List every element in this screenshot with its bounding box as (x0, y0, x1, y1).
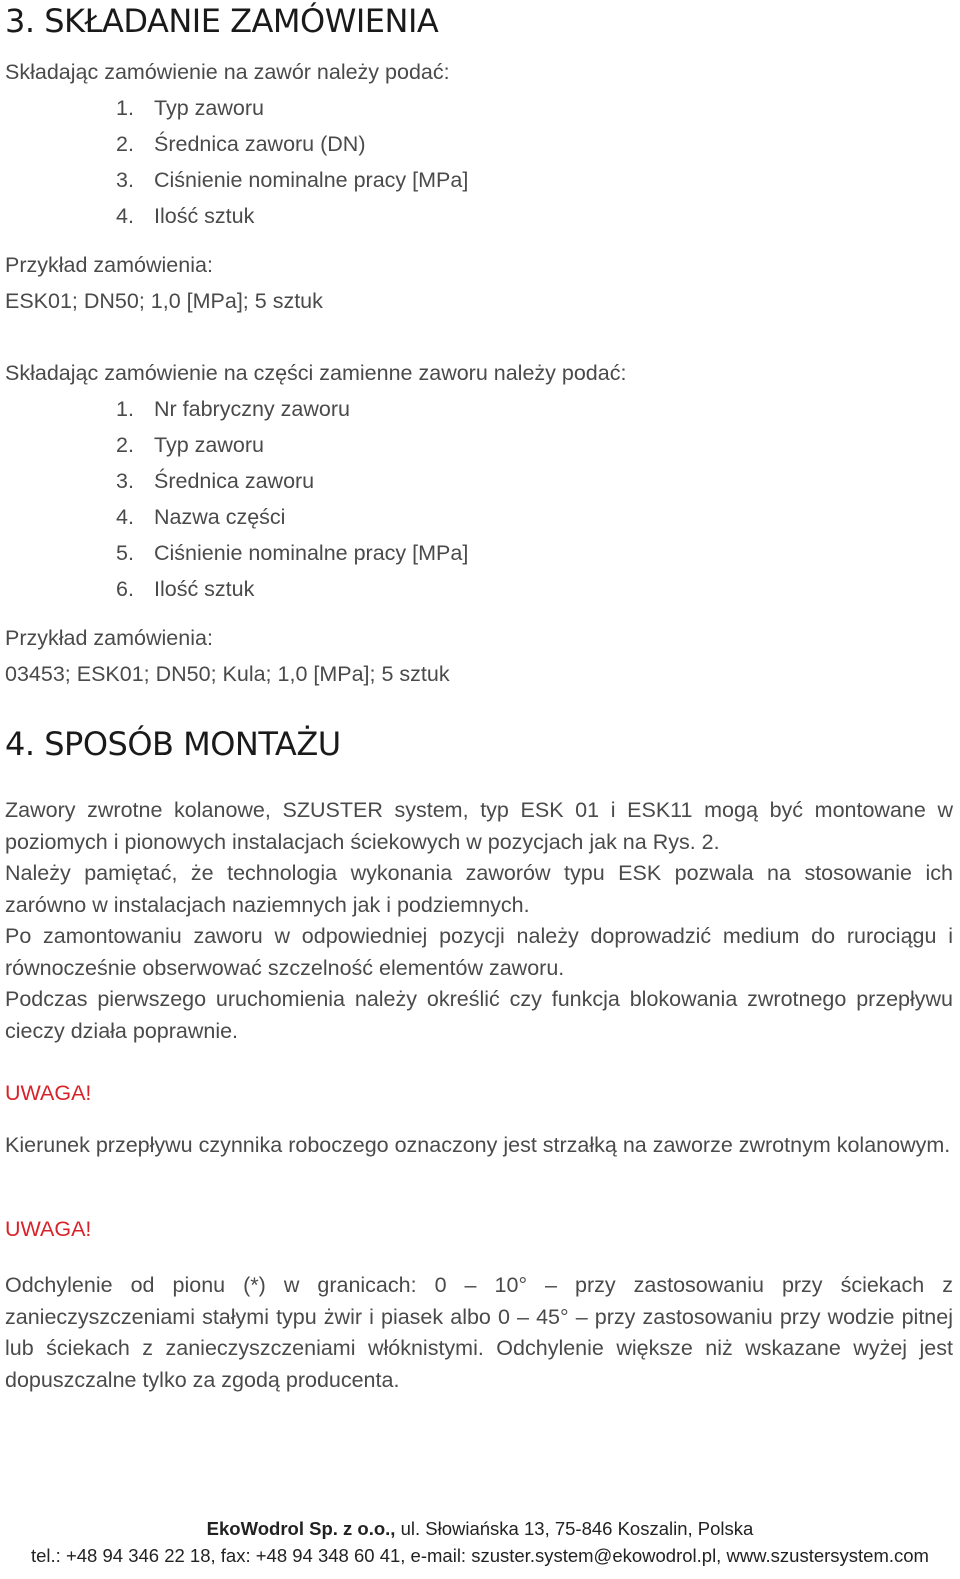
parts-item: 4. Nazwa części (116, 505, 286, 529)
valve-item: 2. Średnica zaworu (DN) (116, 132, 366, 156)
mounting-paragraph-2: Należy pamiętać, że technologia wykonania zaworów typu ESK pozwala na stosowanie ich zarówno w instalacjach naziemnych jak i podziemnych. (5, 861, 953, 917)
parts-item: 6. Ilość sztuk (116, 577, 255, 601)
parts-example: 03453; ESK01; DN50; Kula; 1,0 [MPa]; 5 sztuk (5, 662, 450, 686)
section-3-title: 3. SKŁADANIE ZAMÓWIENIA (5, 2, 439, 40)
footer-street: ul. Słowiańska 13, 75-846 Koszalin, Polska (395, 1518, 754, 1539)
warning-label-1: UWAGA! (5, 1081, 92, 1105)
warning-label-2: UWAGA! (5, 1217, 92, 1241)
mounting-paragraph-3: Po zamontowaniu zaworu w odpowiedniej pozycji należy doprowadzić medium do rurociągu i równocześnie obserwować szczelność elementów zaworu. (5, 924, 953, 980)
valve-item: 3. Ciśnienie nominalne pracy [MPa] (116, 168, 469, 192)
valve-example: ESK01; DN50; 1,0 [MPa]; 5 sztuk (5, 289, 323, 313)
mounting-paragraph-1: Zawory zwrotne kolanowe, SZUSTER system, typ ESK 01 i ESK11 mogą być montowane w poziomych i pionowych instalacjach ściekowych w pozycjach jak na Rys. 2. (5, 798, 953, 854)
warning-text-1: Kierunek przepływu czynnika roboczego oznaczony jest strzałką na zaworze zwrotnym kolanowym. (5, 1133, 951, 1157)
mounting-paragraph-4: Podczas pierwszego uruchomienia należy określić czy funkcja blokowania zwrotnego przepływu cieczy działa poprawnie. (5, 987, 953, 1043)
footer-company: EkoWodrol Sp. z o.o., (206, 1518, 396, 1539)
footer-contact: tel.: +48 94 346 22 18, fax: +48 94 348 60 41, e-mail: szuster.system@ekowodrol.pl, www.szustersystem.com (31, 1545, 929, 1566)
valve-item: 4. Ilość sztuk (116, 204, 255, 228)
valve-item: 1. Typ zaworu (116, 96, 264, 120)
parts-order-intro: Składając zamówienie na części zamienne zaworu należy podać: (5, 361, 627, 385)
footer-address (0, 1518, 960, 1540)
parts-item: 5. Ciśnienie nominalne pracy [MPa] (116, 541, 469, 565)
parts-item: 1. Nr fabryczny zaworu (116, 397, 350, 421)
parts-example-label: Przykład zamówienia: (5, 626, 213, 650)
parts-item: 3. Średnica zaworu (116, 469, 315, 493)
valve-example-label: Przykład zamówienia: (5, 253, 213, 277)
parts-item: 2. Typ zaworu (116, 433, 264, 457)
valve-order-intro: Składając zamówienie na zawór należy podać: (5, 60, 450, 84)
warning-text-2: Odchylenie od pionu (*) w granicach: 0 – 10° – przy zastosowaniu przy ściekach z zanieczyszczeniami stałymi typu żwir i piasek albo 0 – 45° – przy zastosowaniu przy wodzie pitnej lub ściekach z zanieczyszczeniami włóknistymi. Odchylenie większe niż wskazane wyżej jest dopuszczalne tylko za zgodą producenta. (5, 1273, 953, 1392)
section-4-title: 4. SPOSÓB MONTAŻU (5, 725, 341, 763)
